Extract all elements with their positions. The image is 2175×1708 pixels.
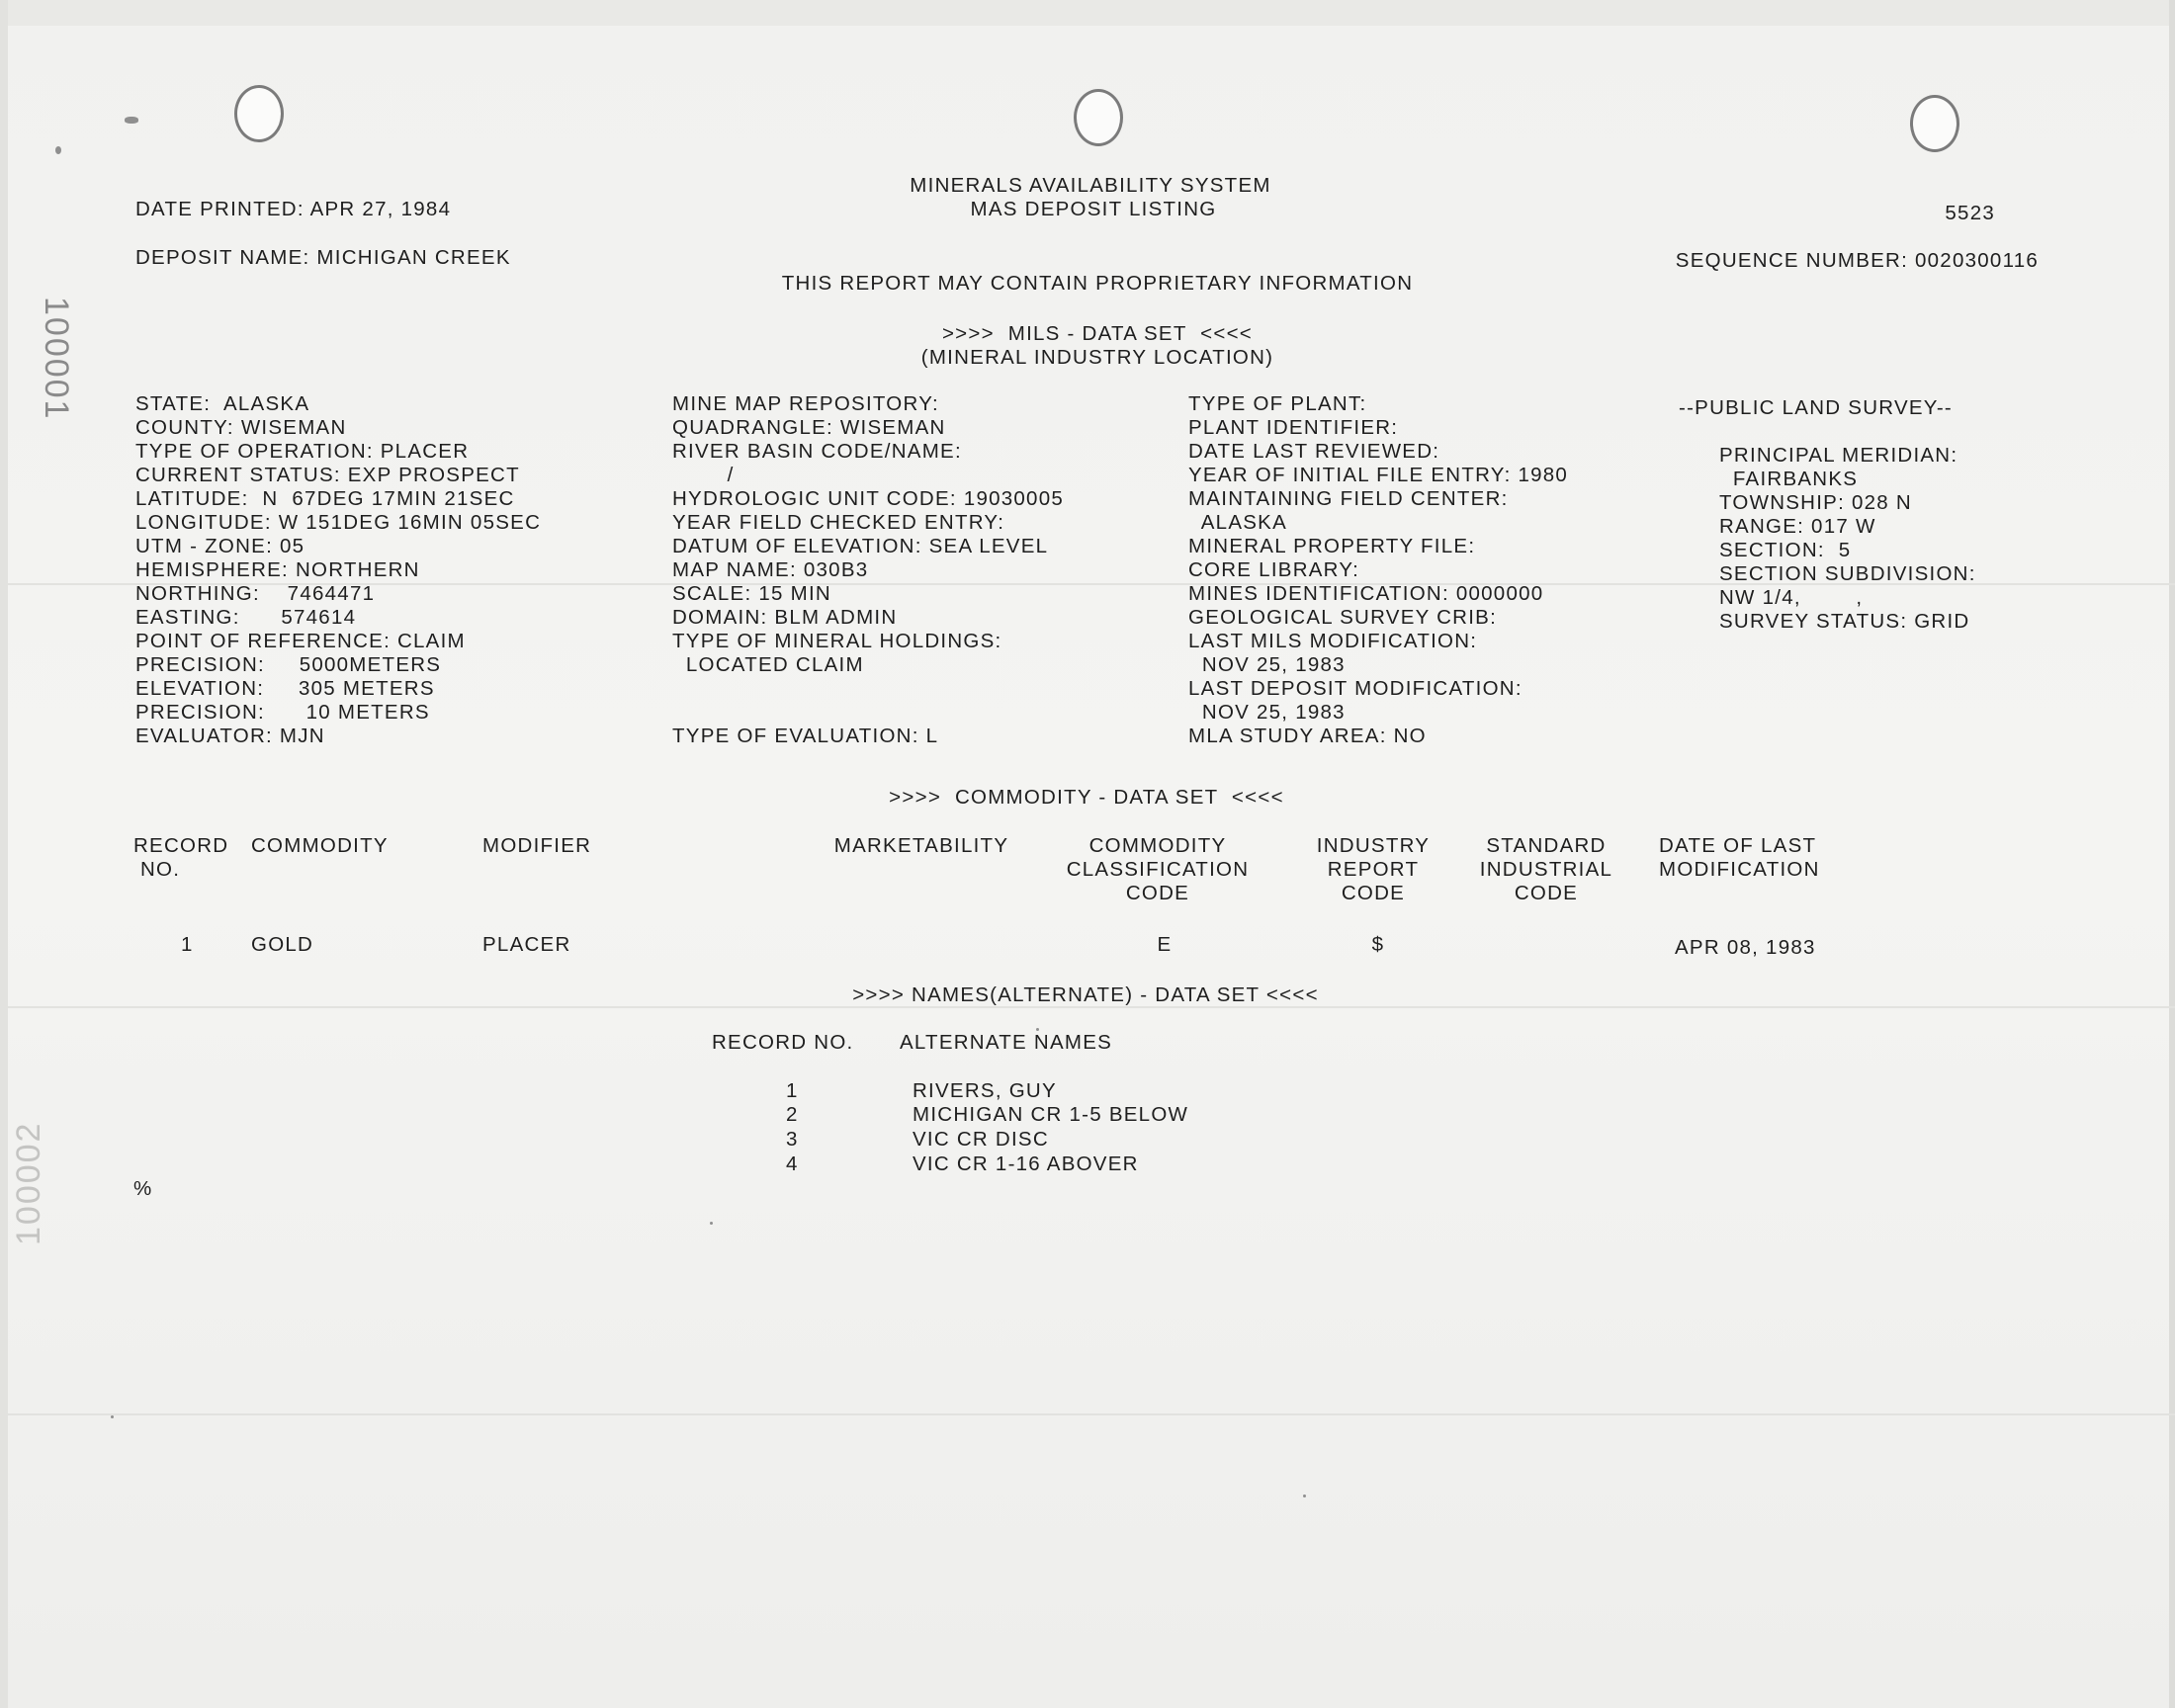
field-type-of-plant: TYPE OF PLANT: (1188, 392, 1367, 415)
commodity-col-marketability: MARKETABILITY (833, 834, 1009, 857)
field-datum-of-elevation: DATUM OF ELEVATION: SEA LEVEL (672, 535, 1049, 557)
paper-speck (710, 1222, 713, 1225)
field-elevation-precision: PRECISION: 10 METERS (135, 701, 430, 724)
paper-speck (111, 1415, 114, 1418)
names-row-name: RIVERS, GUY (913, 1079, 1057, 1102)
field-survey-status: SURVEY STATUS: GRID (1719, 610, 1970, 633)
mils-column-1 (135, 392, 541, 748)
field-mine-map-repository: MINE MAP REPOSITORY: (672, 392, 939, 415)
field-plant-identifier: PLANT IDENTIFIER: (1188, 416, 1399, 439)
paper-speck (125, 117, 138, 124)
field-last-mils-modification: LAST MILS MODIFICATION: (1188, 630, 1478, 652)
blank-line (672, 677, 1064, 701)
field-year-field-checked: YEAR FIELD CHECKED ENTRY: (672, 511, 1005, 534)
commodity-col-industry-report: INDUSTRY REPORT CODE (1316, 834, 1431, 904)
field-section-subdivision-value: NW 1/4, , (1719, 586, 1864, 609)
field-core-library: CORE LIBRARY: (1188, 558, 1360, 581)
names-row-no: 2 (786, 1103, 799, 1126)
public-land-survey-column (1719, 444, 1976, 634)
commodity-row-commodity: GOLD (251, 933, 314, 956)
field-field-center-value: ALASKA (1188, 511, 1288, 534)
field-point-of-reference: POINT OF REFERENCE: CLAIM (135, 630, 466, 652)
field-type-of-operation: TYPE OF OPERATION: PLACER (135, 440, 470, 463)
names-row-no: 3 (786, 1128, 799, 1151)
names-row-name: VIC CR 1-16 ABOVER (913, 1153, 1139, 1175)
blank-line (672, 701, 1064, 725)
commodity-col-record-no: RECORD NO. (133, 834, 229, 881)
punch-hole (1074, 89, 1123, 146)
punch-hole (1910, 95, 1959, 152)
field-longitude: LONGITUDE: W 151DEG 16MIN 05SEC (135, 511, 542, 534)
field-utm-zone: UTM - ZONE: 05 (135, 535, 305, 557)
field-year-initial-file-entry: YEAR OF INITIAL FILE ENTRY: 1980 (1188, 464, 1569, 486)
commodity-row-classification: E (1157, 933, 1173, 956)
field-type-of-mineral-holdings: TYPE OF MINERAL HOLDINGS: (672, 630, 1002, 652)
names-row-no: 1 (786, 1079, 799, 1102)
page-right-edge (2169, 0, 2175, 1708)
field-county: COUNTY: WISEMAN (135, 416, 347, 439)
sequence-number: SEQUENCE NUMBER: 0020300116 (1675, 249, 2039, 272)
field-date-last-reviewed: DATE LAST REVIEWED: (1188, 440, 1440, 463)
page-fold-line (0, 1413, 2175, 1415)
field-section: SECTION: 5 (1719, 539, 1852, 561)
names-row-name: VIC CR DISC (913, 1128, 1049, 1151)
names-col-record-no: RECORD NO. (712, 1031, 854, 1054)
field-mines-identification: MINES IDENTIFICATION: 0000000 (1188, 582, 1544, 605)
mils-column-3 (1188, 392, 1568, 748)
field-township: TOWNSHIP: 028 N (1719, 491, 1912, 514)
page-top-edge (0, 0, 2175, 26)
punch-hole (234, 85, 284, 142)
system-title: MINERALS AVAILABILITY SYSTEM (910, 174, 1271, 197)
field-mla-study-area: MLA STUDY AREA: NO (1188, 725, 1427, 747)
field-geological-survey-crib: GEOLOGICAL SURVEY CRIB: (1188, 606, 1498, 629)
side-stamp: 100001 (38, 297, 75, 421)
field-section-subdivision: SECTION SUBDIVISION: (1719, 562, 1976, 585)
commodity-row-modifier: PLACER (482, 933, 571, 956)
field-scale: SCALE: 15 MIN (672, 582, 831, 605)
field-last-mils-modification-date: NOV 25, 1983 (1188, 653, 1346, 676)
field-state: STATE: ALASKA (135, 392, 310, 415)
names-row-no: 4 (786, 1153, 799, 1175)
field-elevation: ELEVATION: 305 METERS (135, 677, 435, 700)
commodity-row-date-mod: APR 08, 1983 (1675, 936, 1816, 959)
date-printed: DATE PRINTED: APR 27, 1984 (135, 198, 452, 220)
names-heading: >>>> NAMES(ALTERNATE) - DATA SET <<<< (852, 983, 1319, 1006)
field-river-basin: RIVER BASIN CODE/NAME: (672, 440, 962, 463)
page-number: 5523 (1945, 202, 1995, 224)
listing-title: MAS DEPOSIT LISTING (970, 198, 1217, 220)
names-col-alternate-names: ALTERNATE NAMES (900, 1031, 1113, 1054)
commodity-row-record-no: 1 (181, 933, 194, 956)
commodity-col-sic: STANDARD INDUSTRIAL CODE (1479, 834, 1613, 904)
paper-speck (1303, 1494, 1306, 1497)
field-northing: NORTHING: 7464471 (135, 582, 376, 605)
footer-percent-mark: % (133, 1177, 153, 1200)
mils-heading: >>>> MILS - DATA SET <<<< (941, 322, 1254, 345)
commodity-col-date-mod: DATE OF LAST MODIFICATION (1659, 834, 1820, 881)
commodity-row-industry-report: $ (1371, 933, 1385, 956)
commodity-col-commodity: COMMODITY (251, 834, 389, 857)
mils-subheading: (MINERAL INDUSTRY LOCATION) (920, 346, 1274, 369)
field-evaluator: EVALUATOR: MJN (135, 725, 325, 747)
field-easting: EASTING: 574614 (135, 606, 357, 629)
field-current-status: CURRENT STATUS: EXP PROSPECT (135, 464, 520, 486)
public-land-survey-heading: --PUBLIC LAND SURVEY-- (1679, 396, 1953, 419)
field-latitude: LATITUDE: N 67DEG 17MIN 21SEC (135, 487, 515, 510)
side-stamp-bleedthrough: 100002 (10, 1121, 47, 1245)
field-hydrologic-unit-code: HYDROLOGIC UNIT CODE: 19030005 (672, 487, 1064, 510)
field-maintaining-field-center: MAINTAINING FIELD CENTER: (1188, 487, 1509, 510)
names-row-name: MICHIGAN CR 1-5 BELOW (913, 1103, 1189, 1126)
paper-speck (55, 146, 61, 154)
commodity-col-modifier: MODIFIER (482, 834, 592, 857)
field-hemisphere: HEMISPHERE: NORTHERN (135, 558, 420, 581)
field-principal-meridian: PRINCIPAL MERIDIAN: (1719, 444, 1958, 467)
deposit-name: DEPOSIT NAME: MICHIGAN CREEK (135, 246, 511, 269)
field-map-name: MAP NAME: 030B3 (672, 558, 869, 581)
field-river-basin-value: / (672, 464, 735, 486)
page-left-edge (0, 0, 8, 1708)
field-mineral-property-file: MINERAL PROPERTY FILE: (1188, 535, 1476, 557)
field-last-deposit-modification-date: NOV 25, 1983 (1188, 701, 1346, 724)
proprietary-notice: THIS REPORT MAY CONTAIN PROPRIETARY INFORMATION (781, 272, 1414, 295)
mils-column-2 (672, 392, 1064, 748)
field-principal-meridian-value: FAIRBANKS (1719, 468, 1859, 490)
field-quadrangle: QUADRANGLE: WISEMAN (672, 416, 946, 439)
field-type-of-evaluation: TYPE OF EVALUATION: L (672, 725, 939, 747)
field-range: RANGE: 017 W (1719, 515, 1876, 538)
field-mineral-holdings-value: LOCATED CLAIM (672, 653, 864, 676)
field-precision: PRECISION: 5000METERS (135, 653, 442, 676)
field-domain: DOMAIN: BLM ADMIN (672, 606, 898, 629)
commodity-heading: >>>> COMMODITY - DATA SET <<<< (889, 786, 1284, 809)
commodity-col-classification: COMMODITY CLASSIFICATION CODE (1066, 834, 1250, 904)
field-last-deposit-modification: LAST DEPOSIT MODIFICATION: (1188, 677, 1522, 700)
